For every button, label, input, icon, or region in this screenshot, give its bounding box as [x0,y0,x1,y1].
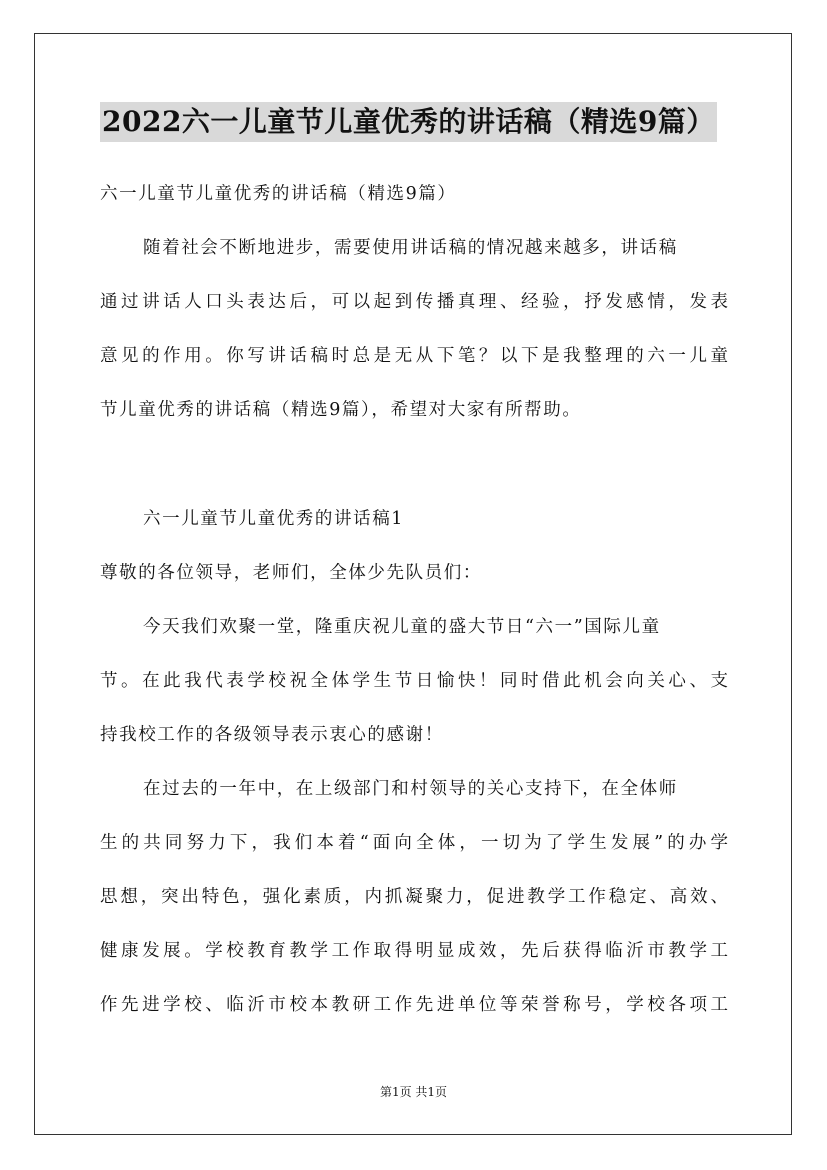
body-line: 持我校工作的各级领导表示衷心的感谢！ [100,725,444,745]
body-line: 在过去的一年中，在上级部门和村领导的关心支持下，在全体师 [143,779,678,799]
body-line: 生的共同努力下，我们本着“面向全体，一切为了学生发展”的办学 [100,833,728,853]
page-number-footer: 第1页 共1页 [379,1085,448,1099]
body-line: 节儿童优秀的讲话稿（精选9篇），希望对大家有所帮助。 [100,400,582,420]
body-line: 健康发展。学校教育教学工作取得明显成效，先后获得临沂市教学工 [100,941,728,961]
body-line: 意见的作用。你写讲话稿时总是无从下笔？以下是我整理的六一儿童 [100,346,728,366]
body-line: 节。在此我代表学校祝全体学生节日愉快！同时借此机会向关心、支 [100,671,728,691]
document-title: 2022六一儿童节儿童优秀的讲话稿（精选9篇） [100,102,717,142]
body-line: 随着社会不断地进步，需要使用讲话稿的情况越来越多，讲话稿 [143,238,678,258]
section-heading: 六一儿童节儿童优秀的讲话稿1 [143,509,405,529]
body-line: 通过讲话人口头表达后，可以起到传播真理、经验，抒发感情，发表 [100,292,728,312]
body-line: 作先进学校、临沂市校本教研工作先进单位等荣誉称号，学校各项工 [100,995,728,1015]
body-line: 思想，突出特色，强化素质，内抓凝聚力，促进教学工作稳定、高效、 [100,887,728,907]
salutation-line: 尊敬的各位领导，老师们，全体少先队员们： [100,563,482,583]
body-line: 今天我们欢聚一堂，隆重庆祝儿童的盛大节日“六一”国际儿童 [143,617,661,637]
subtitle-line: 六一儿童节儿童优秀的讲话稿（精选9篇） [100,184,457,204]
